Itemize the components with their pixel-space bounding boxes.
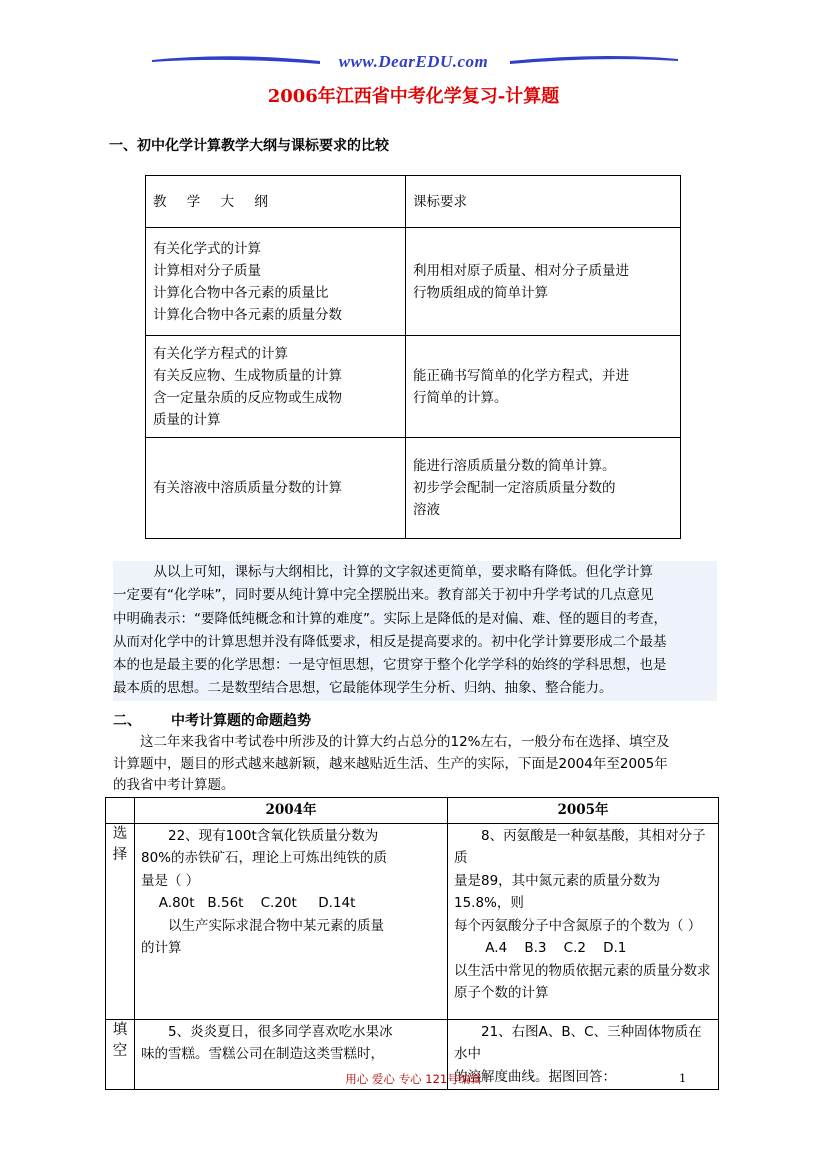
section1-paragraph: 从以上可知，课标与大纲相比，计算的文字叙述更简单，要求略有降低。但化学计算 一定要有“化学味”，同时要从纯计算中完全摆脱出来。教育部关于初中升学考试的几点意见 中明确表示：“要降低纯概念和计算的难度”。实际上是降低的是对偏、难、怪的题目的考查， 从而对化学中的计算思想并没有降低要求，相反是提高要求的。初中化学计算要形成二个最基 本的也是最主要的化学思想：一是守恒思想，它贯穿于整个化学学科的始终的学科思想，也是 最本质的思想。二是数型结合思想，它最能体现学生分析、归纳、抽象、整合能力。: [113, 561, 717, 701]
cell-2005-choice: 8、丙氨酸是一种氨基酸，其相对分子质 量是89，其中氮元素的质量分数为15.8%，则 每个丙氨酸分子中含氮原子的个数为（ ） A.4 B.3 C.2 D.1 以生活中常见的物质依据元素的质量分数求 原子个数的计算: [448, 823, 719, 1019]
table-cell-right: 能正确书写简单的化学方程式，并进 行简单的计算。: [406, 336, 681, 438]
table-cell-right: 利用相对原子质量、相对分子质量进 行物质组成的简单计算: [406, 228, 681, 336]
table-row: [146, 438, 681, 539]
cell-2004-choice: 22、现有100t含氧化铁质量分数为 80%的赤铁矿石，理论上可炼出纯铁的质 量是（ ） A.80t B.56t C.20t D.14t 以生产实际求混合物中某元素的质量 的计算: [135, 823, 448, 1019]
section1-heading: 一、初中化学计算教学大纲与课标要求的比较: [109, 138, 389, 154]
column-header-2005: 2005年: [448, 798, 719, 824]
page-number: 1: [679, 1071, 687, 1085]
cell-2004-fill: 5、炎炎夏日，很多同学喜欢吃水果冰 味的雪糕。雪糕公司在制造这类雪糕时，: [135, 1019, 448, 1090]
cell-2005-fill: 21、右图A、B、C、三种固体物质在水中 的溶解度曲线。据图回答：: [448, 1019, 719, 1090]
section2-heading: 二、 中考计算题的命题趋势: [113, 713, 311, 729]
table-header-standard: 课标要求: [406, 176, 681, 228]
table-corner-cell: [106, 798, 135, 824]
row-label-fill: 填 空: [106, 1019, 135, 1090]
table-cell-left: 有关化学方程式的计算 有关反应物、生成物质量的计算 含一定量杂质的反应物或生成物 质量的计算: [146, 336, 406, 438]
table-cell-left: 有关化学式的计算 计算相对分子质量 计算化合物中各元素的质量比 计算化合物中各元素的质量分数: [146, 228, 406, 336]
exam-questions-table: [105, 797, 719, 1090]
row-label-choice: 选 择: [106, 823, 135, 1019]
table-cell-left: 有关溶液中溶质质量分数的计算: [146, 438, 406, 539]
table-row: [146, 228, 681, 336]
page-title: 2006年江西省中考化学复习-计算题: [267, 86, 560, 107]
section2-paragraph: 这二年来我省中考试卷中所涉及的计算大约占总分的12%左右，一般分布在选择、填空及 计算题中，题目的形式越来越新颖，越来越贴近生活、生产的实际，下面是2004年至2005年 的我省中考计算题。: [113, 734, 670, 793]
site-logo-text: www.DearEDU.com: [338, 52, 489, 71]
page-footer: 用心 爱心 专心 121号编辑: [345, 1072, 482, 1086]
table-cell-right: 能进行溶质质量分数的简单计算。 初步学会配制一定溶质质量分数的 溶液: [406, 438, 681, 539]
table-row: [146, 336, 681, 438]
syllabus-comparison-table: [145, 175, 681, 539]
table-header-syllabus: 教 学 大 纲: [146, 176, 406, 228]
table-row: [106, 823, 719, 1019]
column-header-2004: 2004年: [135, 798, 448, 824]
